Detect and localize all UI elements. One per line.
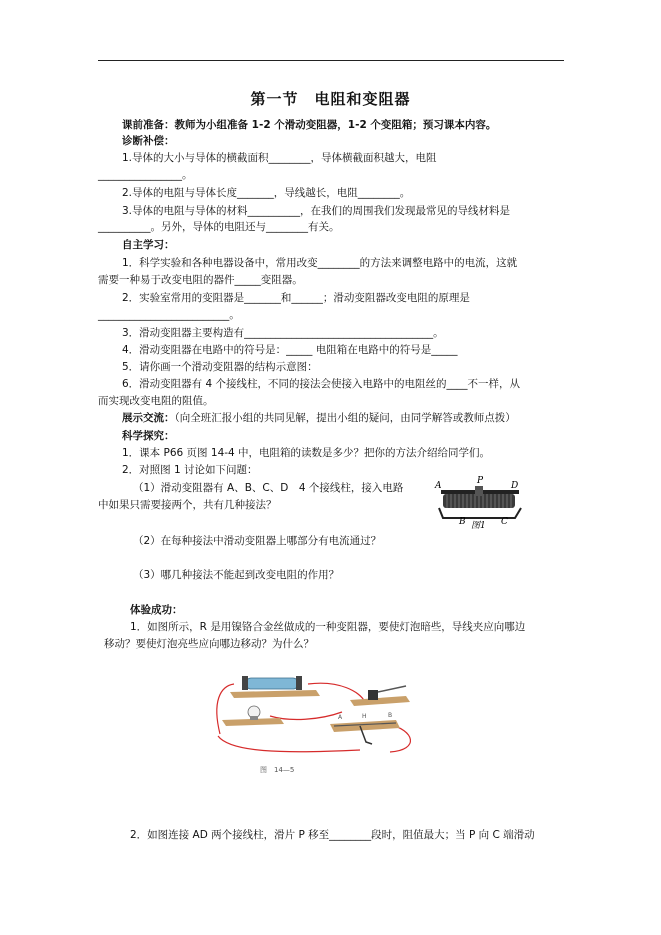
heading-self-study: 自主学习： [122, 239, 175, 251]
top-rule [98, 60, 564, 61]
q-self-2a: 2．实验室常用的变阻器是_______和______；滑动变阻器改变电阻的原理是 [122, 292, 470, 304]
q-explore-2: 2．对照图 1 讨论如下问题： [122, 464, 258, 476]
q-explore-2-2: （2）在每种接法中滑动变阻器上哪部分有电流通过？ [133, 535, 382, 547]
wire-middle [270, 712, 342, 719]
figure-14-5-caption: 图 14—5 [260, 766, 295, 774]
board-top [230, 690, 320, 698]
switch-lever [378, 686, 406, 692]
figure-14-5-circuit [210, 672, 438, 780]
tube-cap-right [296, 676, 302, 690]
q-self-6b: 而实现改变电阻的阻值。 [98, 395, 214, 407]
terminal-c-label: C [501, 517, 508, 527]
terminal-d-label: D [511, 481, 519, 491]
heading-diagnose: 诊断补偿： [122, 135, 175, 147]
q-self-5: 5．请你画一个滑动变阻器的结构示意图： [122, 361, 318, 373]
figure-1-caption: 图1 [471, 521, 486, 531]
q-diagnose-2: 2.导体的电阻与导体长度_______，导线越长，电阻________。 [122, 187, 411, 199]
rheostat-slider [475, 486, 483, 496]
q-self-1a: 1．科学实验和各种电器设备中，常用改变________的方法来调整电路中的电流，这就 [122, 257, 518, 269]
line-prep: 课前准备：教师为小组准备 1-2 个滑动变阻器，1-2 个变阻箱；预习课本内容。 [122, 119, 497, 131]
figure-1-rheostat [433, 474, 533, 534]
q-explore-1: 1．课本 P66 页图 14-4 中，电阻箱的读数是多少？把你的方法介绍给同学们。 [122, 447, 491, 459]
q-self-4: 4．滑动变阻器在电路中的符号是：_____ 电阻箱在电路中的符号是_____ [122, 344, 458, 356]
resistor-tube [246, 678, 298, 689]
page-title: 第一节 电阻和变阻器 [250, 90, 411, 108]
slider-p-label: P [477, 476, 484, 486]
board-label-a: A [338, 714, 343, 721]
q-diagnose-1a: 1.导体的大小与导体的横截面积________，导体横截面积越大，电阻 [122, 152, 437, 164]
switch-icon [368, 690, 378, 700]
q-explore-2-3: （3）哪几种接法不能起到改变电阻的作用？ [133, 569, 340, 581]
wire-bottom [218, 736, 360, 752]
lamp-base [250, 716, 258, 720]
tube-cap-left [242, 676, 248, 690]
q-success-1b: 移动？要使灯泡亮些应向哪边移动？为什么？ [104, 638, 314, 650]
wire-left [217, 684, 234, 734]
q-diagnose-1b: ________________。 [98, 169, 193, 181]
q-self-6a: 6．滑动变阻器有 4 个接线柱，不同的接法会使接入电路中的电阻丝的____不一样，从 [122, 378, 521, 390]
board-label-b: B [388, 712, 393, 719]
q-self-3: 3．滑动变阻器主要构造有____________________________________。 [122, 327, 444, 339]
terminal-a-label: A [435, 481, 442, 491]
exchange-text: （向全班汇报小组的共同见解，提出小组的疑问，由同学解答或教师点拨） [174, 412, 516, 424]
rheostat-frame [439, 508, 521, 518]
q-success-1a: 1．如图所示，R 是用镍铬合金丝做成的一种变阻器，要使灯泡暗些，导线夹应向哪边 [130, 621, 526, 633]
terminal-b-label: B [459, 517, 466, 527]
board-switch [350, 696, 410, 706]
line-exchange [122, 411, 516, 425]
heading-success: 体验成功： [130, 604, 183, 616]
heading-explore: 科学探究： [122, 430, 175, 442]
q-self-1b: 需要一种易于改变电阻的器件_____变阻器。 [98, 274, 303, 286]
q-explore-2-1a: （1）滑动变阻器有 A、B、C、D 4 个接线柱，接入电路 [133, 482, 404, 494]
q-self-2b: _________________________。 [98, 309, 240, 321]
q-diagnose-3a: 3.导体的电阻与导体的材料__________，在我们的周围我们发现最常见的导线材料是 [122, 205, 511, 217]
q-success-2: 2．如图连接 AD 两个接线柱，滑片 P 移至________段时，阻值最大；当 P 向 C 端滑动 [130, 829, 535, 841]
board-label-h: H [362, 713, 367, 720]
q-diagnose-3b: __________。另外，导体的电阻还与________有关。 [98, 221, 340, 233]
heading-exchange: 展示交流： [122, 412, 175, 424]
q-explore-2-1b: 中如果只需要接两个，共有几种接法？ [98, 499, 277, 511]
